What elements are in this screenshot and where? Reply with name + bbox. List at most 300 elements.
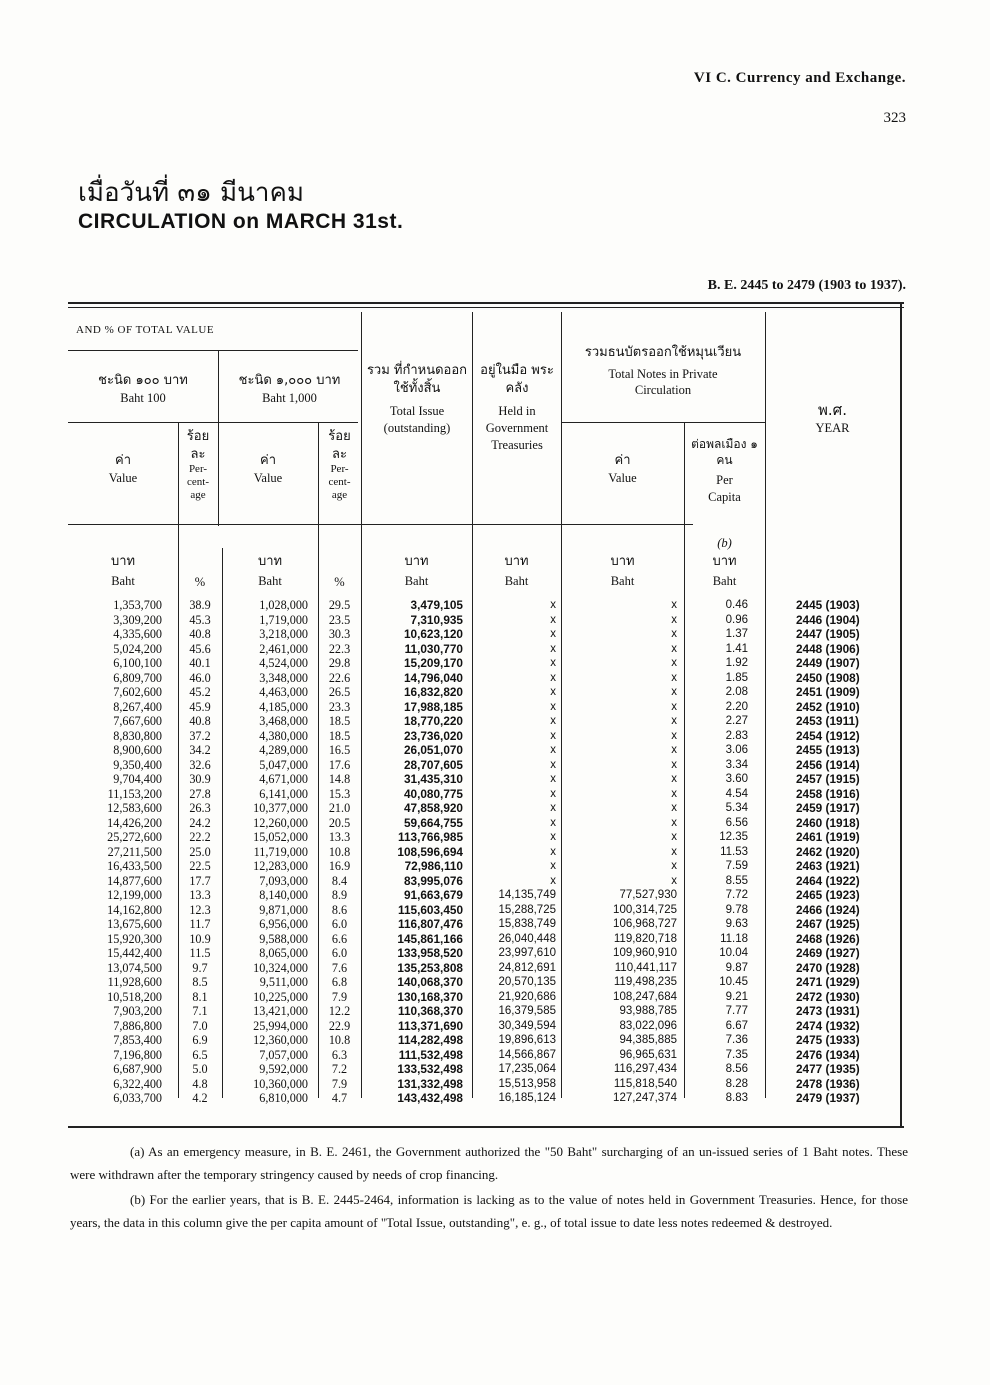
- cell: 10,518,200: [107, 989, 162, 1004]
- percent-thai-1: ร้อย: [328, 429, 351, 444]
- cell: 29.8: [328, 656, 351, 670]
- cell: 9.87: [725, 961, 748, 974]
- cell: 2462 (1920): [796, 844, 860, 859]
- cell: 2466 (1924): [796, 902, 860, 917]
- cell: x: [671, 860, 677, 872]
- footnote-b: (b) For the earlier years, that is B. E. 2445-2464, information is lacking as to the value of notes held in Government Treasuries. Hence, for those years, the data in this column give the per capita amount of "Total Issue, outstanding", e. g., of total issue to date less notes redeemed & destroyed.: [70, 1192, 908, 1230]
- cell: 12,260,000: [253, 815, 308, 830]
- unit-eng: Baht: [111, 573, 135, 588]
- cell: 40.8: [189, 714, 211, 728]
- cell: 91,663,679: [403, 888, 463, 902]
- cell: 6,100,100: [113, 656, 162, 670]
- baht100-header: [68, 372, 218, 406]
- baht1000-thai: ชะนิด ๑,๐๐๐ บาท: [238, 373, 341, 388]
- cell: 119,498,235: [613, 976, 677, 988]
- cell: x: [550, 671, 556, 684]
- cell: 12,583,600: [107, 801, 162, 815]
- unit-eng: Baht: [504, 573, 529, 588]
- cell: 45.3: [189, 612, 211, 627]
- cell: 20.5: [328, 815, 351, 830]
- unit-eng: Baht: [258, 573, 282, 588]
- cell: 2461 (1919): [796, 830, 860, 844]
- cell: 16,185,124: [498, 1092, 556, 1104]
- cell: 83,022,096: [619, 1019, 677, 1032]
- cell: 1.37: [725, 628, 748, 640]
- private-eng: Total Notes in Private Circulation: [608, 366, 718, 398]
- private-value-header: [561, 452, 684, 486]
- cell: 17.7: [189, 873, 211, 888]
- cell: 2449 (1907): [796, 656, 860, 670]
- cell: 4,380,000: [259, 728, 308, 743]
- cell: 8,140,000: [259, 888, 308, 902]
- cell: 25.0: [189, 844, 211, 859]
- private-thai: รวมธนบัตรออกใช้หมุนเวียน: [584, 345, 742, 360]
- col-held: [472, 598, 556, 1106]
- cell: 3.06: [725, 744, 748, 756]
- cell: 10,324,000: [253, 960, 308, 975]
- cell: 2471 (1929): [796, 975, 860, 989]
- cell: x: [671, 729, 677, 742]
- cell: 96,965,631: [619, 1048, 677, 1061]
- cell: 10.9: [189, 931, 211, 946]
- cell: 13.3: [328, 830, 351, 844]
- cell: x: [550, 744, 556, 756]
- cell: 2458 (1916): [796, 786, 860, 801]
- cell: 7.36: [725, 1034, 748, 1046]
- col-b1000-pct: [318, 598, 361, 1106]
- cell: x: [550, 787, 556, 800]
- english-title: CIRCULATION on MARCH 31st.: [78, 210, 404, 233]
- unit-held: [472, 552, 561, 590]
- cell: x: [671, 599, 677, 611]
- col-b100-pct: [178, 598, 222, 1106]
- held-thai: อยู่ในมือ พระคลัง: [480, 363, 554, 396]
- cell: 40.1: [189, 656, 211, 670]
- cell: 119,820,718: [613, 932, 677, 945]
- cell: 7,057,000: [259, 1047, 308, 1062]
- cell: 2448 (1906): [796, 641, 860, 656]
- cell: 133,958,520: [397, 946, 463, 960]
- cell: 14.8: [328, 772, 351, 786]
- cell: 10,377,000: [253, 801, 308, 815]
- cell: 2445 (1903): [796, 598, 860, 612]
- cell: 131,332,498: [397, 1076, 463, 1091]
- cell: 4,289,000: [259, 743, 308, 757]
- cell: 2468 (1926): [796, 931, 860, 946]
- cell: 4,463,000: [259, 685, 308, 699]
- cell: x: [671, 758, 677, 771]
- cell: 12.3: [189, 902, 211, 917]
- cell: 21.0: [328, 801, 351, 815]
- cell: x: [671, 686, 677, 698]
- cell: 2469 (1927): [796, 946, 860, 960]
- note-b-mark: (b): [717, 536, 732, 550]
- unit-thai: บาท: [257, 554, 283, 569]
- cell: 25,272,600: [107, 830, 162, 844]
- cell: 130,168,370: [397, 989, 463, 1004]
- period-heading: B. E. 2445 to 2479 (1903 to 1937).: [707, 278, 906, 293]
- cell: 26.3: [189, 801, 211, 815]
- held-header: [474, 362, 560, 454]
- cell: 13,074,500: [107, 960, 162, 975]
- cell: 100,314,725: [613, 903, 677, 916]
- percent-thai-2: ละ: [332, 446, 347, 462]
- cell: 140,068,370: [397, 975, 463, 989]
- cell: 7,903,200: [113, 1004, 162, 1018]
- cell: x: [550, 860, 556, 872]
- cell: 8.6: [331, 902, 348, 917]
- cell: 15.3: [328, 786, 351, 801]
- cell: 3,479,105: [410, 598, 463, 612]
- cell: 23.3: [328, 699, 351, 714]
- cell: 9,592,000: [259, 1062, 308, 1076]
- cell: 15,209,170: [403, 656, 463, 670]
- cell: 16,433,500: [107, 859, 162, 873]
- unit-private: [561, 552, 684, 590]
- cell: 19,896,613: [498, 1034, 556, 1046]
- cell: 20,570,135: [498, 976, 556, 988]
- cell: 18.5: [328, 714, 351, 728]
- cell: x: [550, 758, 556, 771]
- cell: x: [550, 729, 556, 742]
- cell: 4,671,000: [259, 772, 308, 786]
- cell: 2463 (1921): [796, 859, 860, 873]
- cell: 15,052,000: [253, 830, 308, 844]
- cell: 110,441,117: [614, 961, 677, 974]
- cell: 14,566,867: [498, 1048, 556, 1061]
- unit-thai: บาท: [712, 554, 737, 569]
- cell: 1,719,000: [259, 612, 308, 627]
- cell: 34.2: [189, 743, 211, 757]
- cell: 12,283,000: [253, 859, 308, 873]
- unit-eng: Baht: [610, 573, 635, 588]
- value-thai: ค่า: [614, 453, 631, 468]
- cell: 2476 (1934): [796, 1047, 860, 1062]
- cell: 116,807,476: [398, 917, 463, 931]
- cell: 10.8: [328, 1033, 351, 1047]
- cell: 38.9: [189, 598, 211, 612]
- cell: 18,770,220: [403, 714, 463, 728]
- cell: 2447 (1905): [796, 627, 860, 641]
- cell: 7.9: [331, 1076, 348, 1091]
- cell: 11.18: [720, 932, 748, 945]
- cell: 83,995,076: [403, 873, 463, 888]
- cell: 6.9: [192, 1033, 208, 1047]
- total-issue-header: [364, 362, 470, 437]
- cell: 15,442,400: [107, 946, 162, 960]
- cell: 25,994,000: [253, 1018, 308, 1033]
- cell: 11.5: [189, 946, 211, 960]
- unit-per-capita: [684, 552, 765, 590]
- cell: 10.04: [719, 947, 748, 959]
- cell: 10.45: [719, 976, 748, 988]
- cell: x: [671, 700, 677, 713]
- unit-thai: บาท: [110, 554, 136, 569]
- col-b100-value: [68, 598, 162, 1106]
- cell: 8.56: [725, 1063, 748, 1075]
- unit-eng: Baht: [712, 573, 737, 588]
- unit-total: [361, 552, 472, 590]
- cell: 4.8: [192, 1076, 208, 1091]
- cell: 47,858,920: [403, 801, 463, 815]
- col-private-value: [561, 598, 677, 1106]
- baht1000-eng: Baht 1,000: [262, 390, 317, 405]
- cell: x: [671, 642, 677, 655]
- cell: 45.6: [189, 641, 211, 656]
- cell: x: [550, 642, 556, 655]
- cell: 9,871,000: [259, 902, 308, 917]
- cell: 6,810,000: [259, 1091, 308, 1105]
- cell: 2479 (1937): [796, 1091, 860, 1105]
- cell: 46.0: [189, 670, 211, 685]
- cell: 2467 (1925): [796, 917, 860, 931]
- cell: 3,309,200: [113, 612, 162, 627]
- cell: x: [671, 744, 677, 756]
- cell: 23.5: [328, 612, 351, 627]
- cell: x: [550, 613, 556, 626]
- held-eng: Held in Government Treasuries: [485, 404, 549, 452]
- cell: 24,812,691: [498, 961, 556, 974]
- cell: 6.0: [331, 946, 348, 960]
- cell: 23,736,020: [403, 728, 463, 743]
- cell: 9.78: [725, 903, 748, 916]
- cell: 2465 (1923): [796, 888, 860, 902]
- cell: 145,861,166: [397, 931, 463, 946]
- cell: 9,704,400: [113, 772, 162, 786]
- cell: x: [671, 845, 677, 858]
- cell: 7.59: [725, 860, 748, 872]
- cell: 4.2: [192, 1091, 208, 1105]
- cell: 26,051,070: [403, 743, 463, 757]
- cell: x: [550, 802, 556, 814]
- cell: 2451 (1909): [796, 685, 860, 699]
- cell: 7.9: [331, 989, 348, 1004]
- cell: 1,028,000: [259, 598, 308, 612]
- cell: 32.6: [189, 757, 211, 772]
- cell: 9.63: [725, 918, 748, 930]
- cell: 31,435,310: [403, 772, 463, 786]
- cell: x: [671, 613, 677, 626]
- cell: 12.2: [328, 1004, 351, 1018]
- cell: 7.0: [192, 1018, 208, 1033]
- cell: 27,211,500: [107, 844, 162, 859]
- cell: 14,162,800: [107, 902, 162, 917]
- cell: 5.34: [725, 802, 748, 814]
- cell: 2452 (1910): [796, 699, 860, 714]
- year-eng: YEAR: [815, 421, 850, 436]
- cell: 2459 (1917): [796, 801, 860, 815]
- cell: 12.35: [719, 831, 748, 843]
- cell: x: [671, 657, 677, 669]
- cell: 6.6: [331, 931, 348, 946]
- group-header: AND % OF TOTAL VALUE: [76, 324, 215, 336]
- cell: 16,379,585: [498, 1005, 556, 1017]
- cell: 6,033,700: [113, 1091, 162, 1105]
- cell: 17,235,064: [498, 1063, 556, 1075]
- cell: 12,199,000: [107, 888, 162, 902]
- cell: 0.46: [725, 599, 748, 611]
- cell: 14,877,600: [107, 873, 162, 888]
- cell: 2.08: [725, 686, 748, 698]
- cell: 1,353,700: [113, 598, 162, 612]
- cell: 7.1: [192, 1004, 208, 1018]
- cell: 59,664,755: [403, 815, 463, 830]
- cell: 9,511,000: [259, 975, 308, 989]
- per-capita-eng: Per Capita: [708, 473, 741, 505]
- b1000-value-header: [218, 452, 318, 486]
- private-header: [561, 344, 765, 399]
- cell: 29.5: [328, 598, 351, 612]
- cell: 115,603,450: [398, 902, 463, 917]
- cell: 8.55: [725, 874, 748, 887]
- cell: 8.1: [192, 989, 208, 1004]
- cell: 14,796,040: [403, 670, 463, 685]
- b100-value-header: [68, 452, 178, 486]
- cell: 22.3: [328, 641, 351, 656]
- cell: 11,153,200: [107, 786, 162, 801]
- cell: 18.5: [328, 728, 351, 743]
- cell: 2450 (1908): [796, 670, 860, 685]
- cell: 94,385,885: [619, 1034, 677, 1046]
- cell: 1.41: [725, 642, 748, 655]
- cell: 30,349,594: [498, 1019, 556, 1032]
- cell: 2473 (1931): [796, 1004, 860, 1018]
- cell: 13,675,600: [107, 917, 162, 931]
- cell: x: [550, 831, 556, 843]
- col-per-capita: [684, 598, 748, 1106]
- cell: 8.28: [725, 1077, 748, 1090]
- unit-b100-pct: %: [194, 575, 206, 589]
- unit-b1000-pct: %: [334, 575, 345, 589]
- cell: 3,468,000: [259, 714, 308, 728]
- cell: 15,288,725: [498, 903, 556, 916]
- cell: x: [671, 628, 677, 640]
- cell: x: [550, 628, 556, 640]
- cell: x: [671, 874, 677, 887]
- cell: 115,818,540: [613, 1077, 677, 1090]
- total-issue-eng: Total Issue (outstanding): [383, 404, 451, 435]
- percent-eng: Per-cent-age: [187, 463, 209, 502]
- cell: 40.8: [189, 627, 211, 641]
- cell: 9.7: [192, 960, 208, 975]
- cell: 7,853,400: [113, 1033, 162, 1047]
- cell: x: [550, 845, 556, 858]
- cell: 110,368,370: [398, 1004, 463, 1018]
- cell: 133,532,498: [397, 1062, 463, 1076]
- cell: 11.7: [189, 917, 211, 931]
- value-thai: ค่า: [260, 453, 276, 468]
- cell: 24.2: [189, 815, 211, 830]
- cell: 6.3: [331, 1047, 348, 1062]
- unit-b100: [68, 552, 178, 590]
- cell: 143,432,498: [397, 1091, 463, 1105]
- cell: 9,588,000: [259, 931, 308, 946]
- cell: 6.67: [725, 1019, 748, 1032]
- cell: 4,335,600: [113, 627, 162, 641]
- year-header: [765, 400, 900, 437]
- cell: 16.5: [328, 743, 351, 757]
- cell: 13,421,000: [253, 1004, 308, 1018]
- cell: 93,988,785: [619, 1005, 677, 1017]
- cell: 11,719,000: [253, 844, 308, 859]
- cell: 12,360,000: [253, 1033, 308, 1047]
- cell: 40,080,775: [403, 786, 463, 801]
- cell: 1.85: [725, 671, 748, 684]
- value-thai: ค่า: [115, 453, 131, 468]
- cell: 11,030,770: [404, 641, 463, 656]
- year-thai: พ.ศ.: [818, 401, 847, 419]
- per-capita-header: [684, 436, 765, 506]
- cell: 6.8: [331, 975, 348, 989]
- cell: 6,687,900: [113, 1062, 162, 1076]
- cell: 15,838,749: [498, 918, 556, 930]
- col-total-issue: [361, 598, 463, 1106]
- cell: x: [671, 831, 677, 843]
- cell: 7.72: [725, 889, 748, 901]
- cell: 111,532,498: [398, 1047, 463, 1062]
- cell: 6,809,700: [113, 670, 162, 685]
- page-number: 323: [883, 110, 906, 126]
- cell: 5,047,000: [259, 757, 308, 772]
- cell: 10,360,000: [253, 1076, 308, 1091]
- cell: 106,968,727: [613, 918, 677, 930]
- cell: 7.2: [331, 1062, 348, 1076]
- b1000-percent-header: [318, 428, 361, 503]
- cell: 6,322,400: [113, 1076, 162, 1091]
- cell: 45.2: [189, 685, 211, 699]
- cell: 3,348,000: [259, 670, 308, 685]
- cell: x: [671, 671, 677, 684]
- cell: 22.9: [328, 1018, 351, 1033]
- cell: x: [550, 773, 556, 785]
- cell: x: [550, 715, 556, 727]
- cell: x: [671, 787, 677, 800]
- cell: 113,766,985: [398, 830, 463, 844]
- col-b1000-value: [222, 598, 308, 1106]
- percent-eng: Per-cent-age: [328, 463, 351, 502]
- cell: 16.9: [328, 859, 351, 873]
- cell: 30.3: [328, 627, 351, 641]
- cell: 6,141,000: [259, 786, 308, 801]
- cell: 22.6: [328, 670, 351, 685]
- cell: 13.3: [189, 888, 211, 902]
- cell: 2475 (1933): [796, 1033, 860, 1047]
- cell: 7,093,000: [259, 873, 308, 888]
- cell: 2474 (1932): [796, 1018, 860, 1033]
- footnote-a: (a) As an emergency measure, in B. E. 2461, the Government authorized the "50 Baht" surcharging of an un-issued series of 1 Baht notes. These were withdrawn after the temporary stringency caused by needs of crop financing.: [70, 1144, 908, 1182]
- cell: 7.77: [725, 1005, 748, 1017]
- cell: 23,997,610: [498, 947, 556, 959]
- cell: 109,960,910: [613, 947, 677, 959]
- cell: 15,920,300: [107, 931, 162, 946]
- cell: 114,282,498: [398, 1033, 463, 1047]
- cell: 8.4: [331, 873, 348, 888]
- percent-thai-2: ละ: [190, 446, 206, 462]
- cell: 2.27: [725, 715, 748, 727]
- cell: 9.21: [725, 990, 748, 1003]
- cell: 3.34: [725, 758, 748, 771]
- percent-thai-1: ร้อย: [186, 429, 210, 444]
- cell: 10.8: [328, 844, 351, 859]
- cell: 9,350,400: [113, 757, 162, 772]
- cell: 5.0: [192, 1062, 208, 1076]
- cell: 7.6: [331, 960, 348, 975]
- cell: 2464 (1922): [796, 873, 860, 888]
- cell: 6.0: [331, 917, 348, 931]
- cell: 7,602,600: [113, 685, 162, 699]
- cell: 45.9: [189, 699, 211, 714]
- cell: 7,886,800: [113, 1018, 162, 1033]
